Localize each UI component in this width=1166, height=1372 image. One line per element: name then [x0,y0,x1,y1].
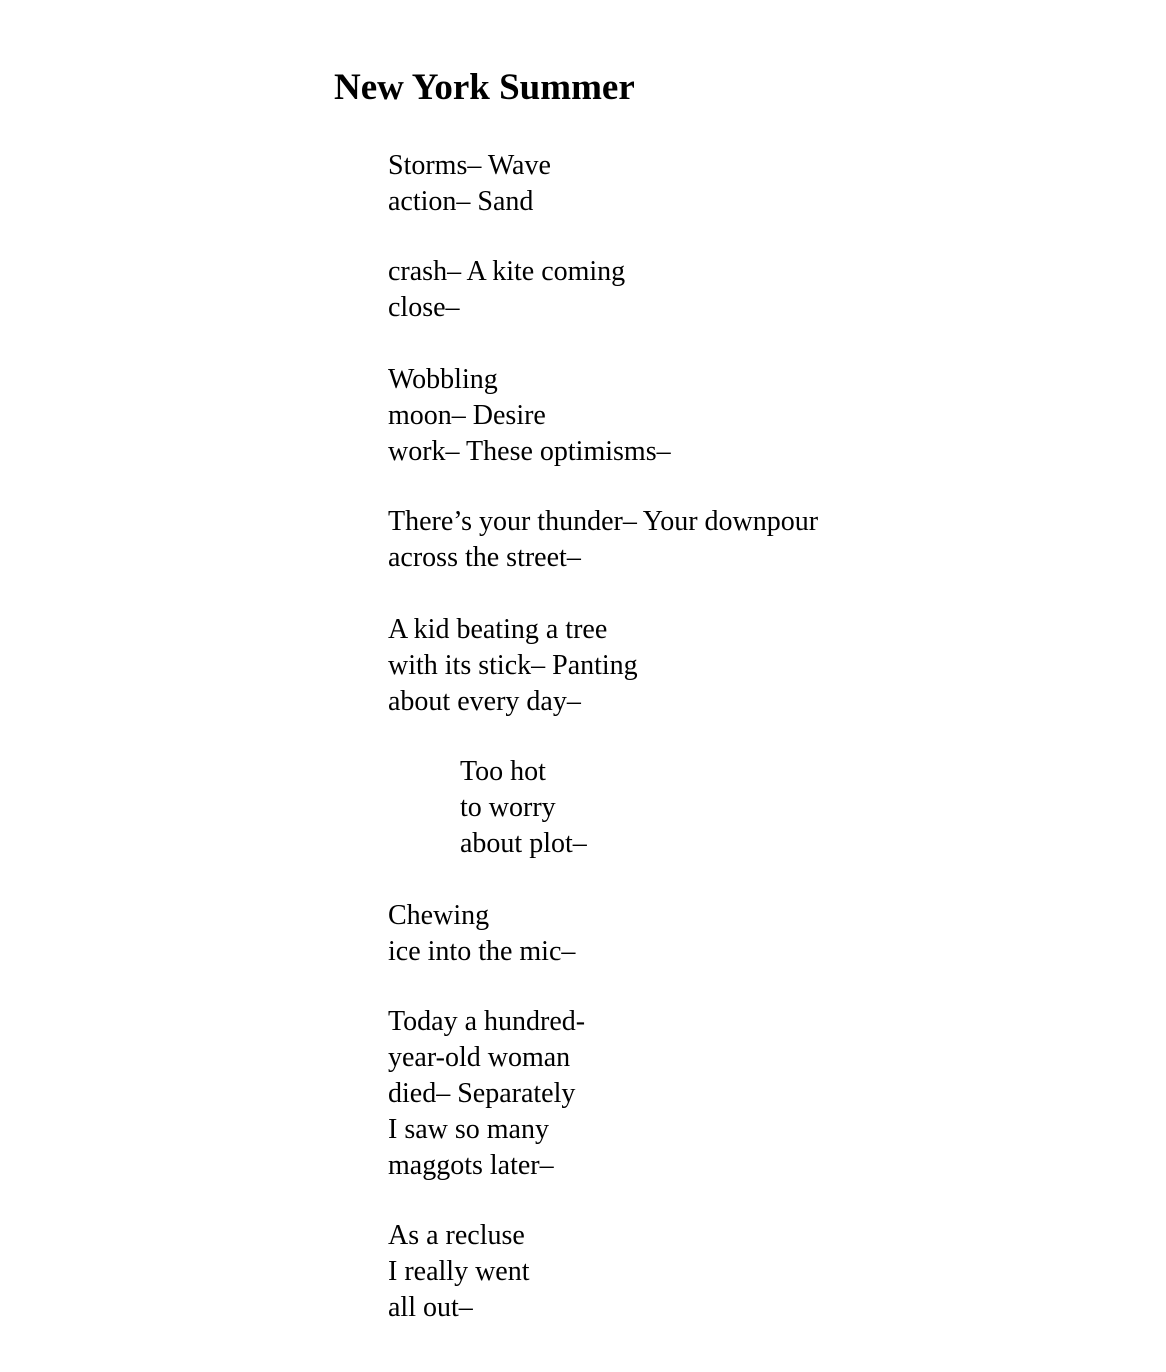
poem-line: There’s your thunder– Your downpour [388,506,819,537]
stanza-3 [388,362,671,470]
poem-line: with its stick– Panting [388,650,638,681]
poem-line: action– Sand [388,186,534,217]
poem-line: Storms– Wave [388,150,551,181]
poem-line: Too hot [460,756,546,787]
stanza-6-indented [460,754,587,862]
stanza-8 [388,1004,585,1184]
stanza-1 [388,148,551,220]
poem-line: Chewing [388,900,490,931]
poem-line: I saw so many [388,1114,549,1145]
poem-title: New York Summer [334,67,635,108]
poem-line: As a recluse [388,1220,525,1251]
poem-line: all out– [388,1292,473,1323]
stanza-4 [388,504,818,576]
stanza-5 [388,612,638,720]
poem-line: ice into the mic– [388,936,576,967]
stanza-9 [388,1218,530,1326]
stanza-2 [388,254,625,326]
poem-line: Today a hundred- [388,1006,586,1037]
poem-line: across the street– [388,542,581,573]
poem-line: died– Separately [388,1078,576,1109]
poem-line: crash– A kite coming [388,256,626,287]
poem-line: about every day– [388,686,581,717]
poem-line: maggots later– [388,1150,554,1181]
poem-line: close– [388,292,460,323]
poem-line: to worry [460,792,556,823]
poem-line: year-old woman [388,1042,571,1073]
poem-line: I really went [388,1256,530,1287]
poem-line: A kid beating a tree [388,614,608,645]
poem-line: work– These optimisms– [388,436,671,467]
poem-line: about plot– [460,828,587,859]
poem-line: Wobbling [388,364,498,395]
poem-line: moon– Desire [388,400,546,431]
stanza-7 [388,898,575,970]
